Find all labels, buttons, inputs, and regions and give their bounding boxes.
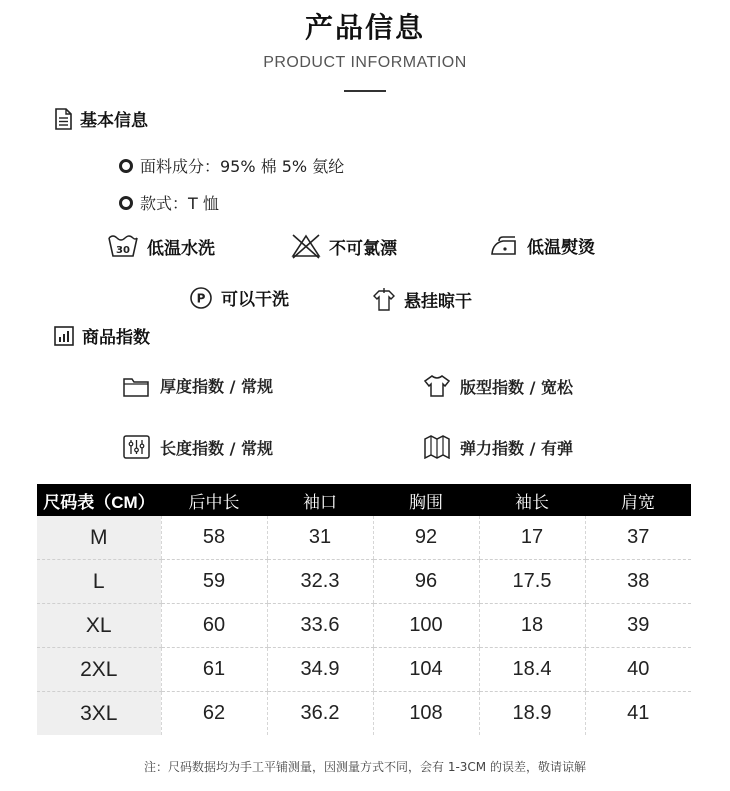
table-cell: 18.9 [479,692,585,736]
size-label-cell: 3XL [37,692,161,736]
table-row [37,604,691,648]
folder-icon [123,375,150,397]
page-subtitle: PRODUCT INFORMATION [263,54,467,71]
care-wash [107,233,215,259]
measurement-note: 注：尺码数据均为手工平铺测量，因测量方式不同，会有 1-3CM 的误差，敬请谅解 [144,760,586,774]
table-cell: 18 [479,604,585,648]
no-bleach-icon [291,233,321,259]
table-cell: 37 [585,516,691,560]
care-dryclean [189,285,289,310]
table-row [37,648,691,692]
index-length [123,435,273,459]
basic-info-heading-text: 基本信息 [80,111,148,131]
table-cell: 18.4 [479,648,585,692]
care-iron [489,233,595,258]
table-cell: 31 [267,516,373,560]
ruler-icon [123,435,150,459]
size-table [37,484,691,735]
product-index-heading-text: 商品指数 [82,328,150,348]
table-cell: 104 [373,648,479,692]
index-thickness-label: 厚度指数 / 常规 [160,377,273,396]
table-cell: 39 [585,604,691,648]
table-row [37,560,691,604]
care-wash-label: 低温水洗 [147,238,215,259]
hang-dry-icon [372,288,396,312]
title-divider [344,90,386,92]
care-hang [372,287,472,312]
index-fit [424,374,573,398]
table-cell: 41 [585,692,691,736]
bullet-dot-icon [119,196,133,210]
size-label-cell: L [37,560,161,604]
table-cell: 96 [373,560,479,604]
table-cell: 61 [161,648,267,692]
size-table-header: 尺码表（CM） [37,484,161,516]
low-temp-wash-icon [107,233,139,259]
table-cell: 34.9 [267,648,373,692]
product-index-heading [54,323,150,348]
care-iron-label: 低温熨烫 [527,238,595,258]
bar-chart-icon [54,326,74,346]
table-cell: 108 [373,692,479,736]
table-cell: 17 [479,516,585,560]
basic-info-heading [54,106,148,131]
index-thickness [123,374,273,397]
dry-clean-icon [189,286,213,310]
index-stretch-label: 弹力指数 / 有弹 [460,438,573,458]
size-table-header: 袖长 [479,484,585,516]
table-cell: 58 [161,516,267,560]
fabric-item [119,154,344,177]
page-title: 产品信息 [304,11,425,44]
size-table-header: 肩宽 [585,484,691,516]
table-cell: 62 [161,692,267,736]
table-cell: 36.2 [267,692,373,736]
document-icon [54,108,72,130]
table-cell: 60 [161,604,267,648]
size-table-header: 胸围 [373,484,479,516]
table-cell: 40 [585,648,691,692]
table-cell: 100 [373,604,479,648]
fabric-fold-icon [424,435,450,459]
tshirt-icon [424,374,450,398]
svg-text:P: P [196,291,206,305]
size-table-header: 袖口 [267,484,373,516]
size-label-cell: 2XL [37,648,161,692]
care-bleach-label: 不可氯漂 [329,238,397,259]
table-cell: 33.6 [267,604,373,648]
care-dryclean-label: 可以干洗 [221,290,289,310]
index-length-label: 长度指数 / 常规 [160,438,273,458]
style-text: 款式：T 恤 [140,194,219,213]
size-label-cell: M [37,516,161,560]
care-bleach [291,233,397,259]
fabric-text: 面料成分：95% 棉 5% 氨纶 [140,157,345,176]
care-hang-label: 悬挂晾干 [404,292,472,312]
table-cell: 59 [161,560,267,604]
table-row [37,516,691,560]
size-label-cell: XL [37,604,161,648]
style-item [119,191,219,214]
table-cell: 38 [585,560,691,604]
index-stretch [424,435,573,459]
size-table-header-row [37,484,691,516]
svg-text:30: 30 [116,245,130,256]
index-fit-label: 版型指数 / 宽松 [460,377,573,397]
bullet-dot-icon [119,159,133,173]
table-cell: 17.5 [479,560,585,604]
table-cell: 32.3 [267,560,373,604]
table-row [37,692,691,736]
size-table-header: 后中长 [161,484,267,516]
table-cell: 92 [373,516,479,560]
low-temp-iron-icon [489,234,519,258]
